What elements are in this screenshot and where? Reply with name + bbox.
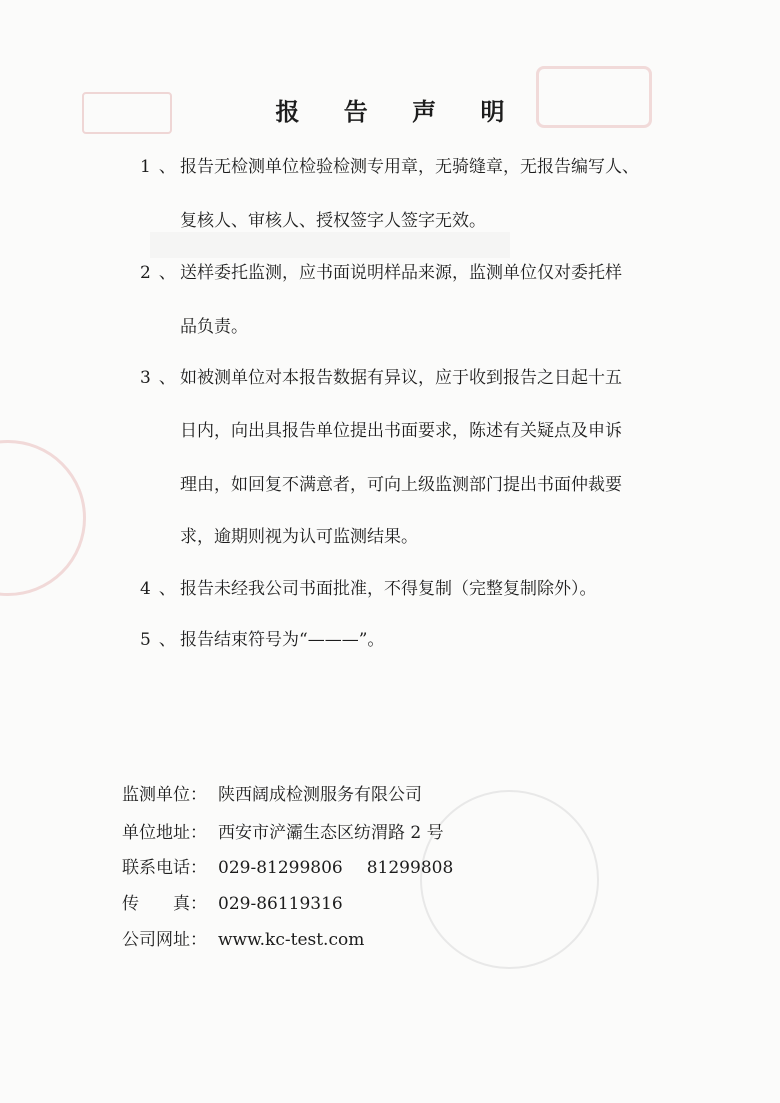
contact-fax-value: 029-86119316	[218, 894, 343, 914]
item-number-separator: 、	[158, 579, 176, 599]
item-number-digit: 3	[140, 368, 151, 388]
contact-unit-label: 监测单位：	[122, 785, 207, 805]
contact-fax-row	[122, 889, 343, 914]
item-number	[140, 258, 180, 283]
faint-bleed-through	[150, 232, 510, 258]
contact-unit-value: 陕西阔成检测服务有限公司	[218, 785, 422, 805]
contact-phone-value-2: 81299808	[366, 858, 454, 878]
item-line: 报告无检测单位检验检测专用章，无骑缝章，无报告编写人、	[180, 157, 639, 177]
item-number-digit: 2	[140, 263, 151, 283]
item-line: 理由，如回复不满意者，可向上级监测部门提出书面仲裁要	[180, 475, 622, 495]
contact-web-row	[122, 925, 364, 950]
item-line: 报告结束符号为“———”。	[180, 630, 385, 650]
contact-phone-row	[122, 853, 453, 878]
faint-seal-mark	[0, 440, 86, 596]
item-number-digit: 5	[140, 630, 151, 650]
item-line: 品负责。	[180, 317, 248, 337]
item-number	[140, 363, 180, 388]
contact-web-label: 公司网址：	[122, 930, 207, 950]
item-number-digit: 1	[140, 157, 151, 177]
item-line: 复核人、审核人、授权签字人签字无效。	[180, 211, 486, 231]
item-line: 日内，向出具报告单位提出书面要求，陈述有关疑点及申诉	[180, 421, 622, 441]
contact-address-value: 西安市浐灞生态区纺渭路 2 号	[218, 823, 444, 843]
item-line: 报告未经我公司书面批准，不得复制（完整复制除外）。	[180, 579, 597, 599]
item-number-separator: 、	[158, 368, 176, 388]
item-number	[140, 574, 180, 599]
item-number-separator: 、	[158, 263, 176, 283]
item-number-separator: 、	[158, 630, 176, 650]
page-title: 报 告 声 明	[275, 97, 523, 126]
item-line: 送样委托监测，应书面说明样品来源，监测单位仅对委托样	[180, 263, 622, 283]
contact-fax-label: 传 真：	[122, 894, 207, 914]
item-number	[140, 625, 180, 650]
item-line: 如被测单位对本报告数据有异议，应于收到报告之日起十五	[180, 368, 622, 388]
contact-unit-row	[122, 780, 422, 805]
contact-address-label: 单位地址：	[122, 823, 207, 843]
item-line: 求，逾期则视为认可监测结果。	[180, 527, 418, 547]
item-number	[140, 152, 180, 177]
contact-phone-value-1: 029-81299806	[218, 858, 343, 878]
item-number-separator: 、	[158, 157, 176, 177]
contact-phone-label: 联系电话：	[122, 858, 207, 878]
faint-seal-mark	[420, 790, 599, 969]
contact-web-value[interactable]: www.kc-test.com	[218, 930, 365, 950]
item-number-digit: 4	[140, 579, 151, 599]
contact-address-row	[122, 818, 444, 843]
